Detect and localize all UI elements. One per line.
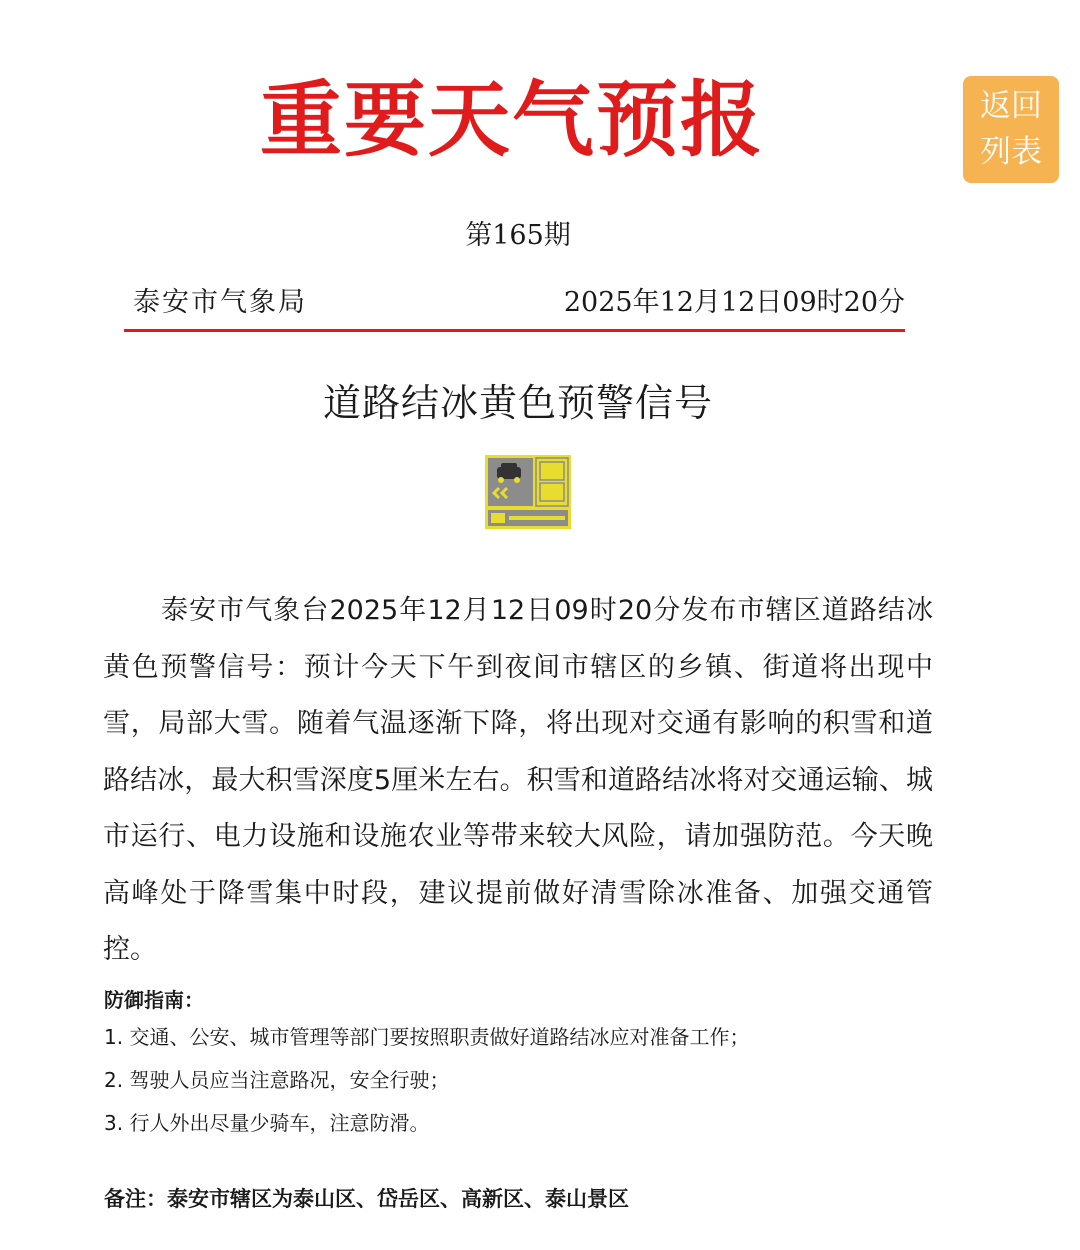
warning-body-text: 泰安市气象台2025年12月12日09时20分发布市辖区道路结冰黄色预警信号：预计今天下午到夜间市辖区的乡镇、街道将出现中雪，局部大雪。随着气温逐渐下降，将出现对交通有影响的积雪和道路结冰，最大积雪深度5厘米左右。积雪和道路结冰将对交通运输、城市运行、电力设施和设施农业等带来较大风险，请加强防范。今天晚高峰处于降雪集中时段，建议提前做好清雪除冰准备、加强交通管控。 (103, 595, 933, 965)
header-title: 重要天气预报 (259, 72, 764, 168)
back-button-line1: 返回 (980, 88, 1042, 124)
warning-title: 道路结冰黄色预警信号 (322, 381, 713, 425)
back-to-list-button[interactable] (963, 76, 1059, 183)
guide-item: 2. 驾驶人员应当注意路况，安全行驶； (104, 1068, 450, 1092)
guide-item: 1. 交通、公安、城市管理等部门要按照职责做好道路结冰应对准备工作； (104, 1025, 750, 1049)
back-button-line2: 列表 (980, 134, 1042, 170)
defense-guide-list (104, 1021, 749, 1150)
header-divider (124, 329, 905, 332)
guide-item: 3. 行人外出尽量少骑车，注意防滑。 (104, 1111, 430, 1135)
remarks-note: 备注：泰安市辖区为泰山区、岱岳区、高新区、泰山景区 (104, 1187, 629, 1211)
defense-guide-heading: 防御指南： (104, 988, 204, 1012)
road-icing-yellow-warning-icon (485, 455, 571, 529)
issue-datetime: 2025年12月12日09时20分 (563, 287, 905, 318)
issue-number: 第165期 (465, 220, 571, 251)
issuer: 泰安市气象局 (133, 287, 307, 318)
